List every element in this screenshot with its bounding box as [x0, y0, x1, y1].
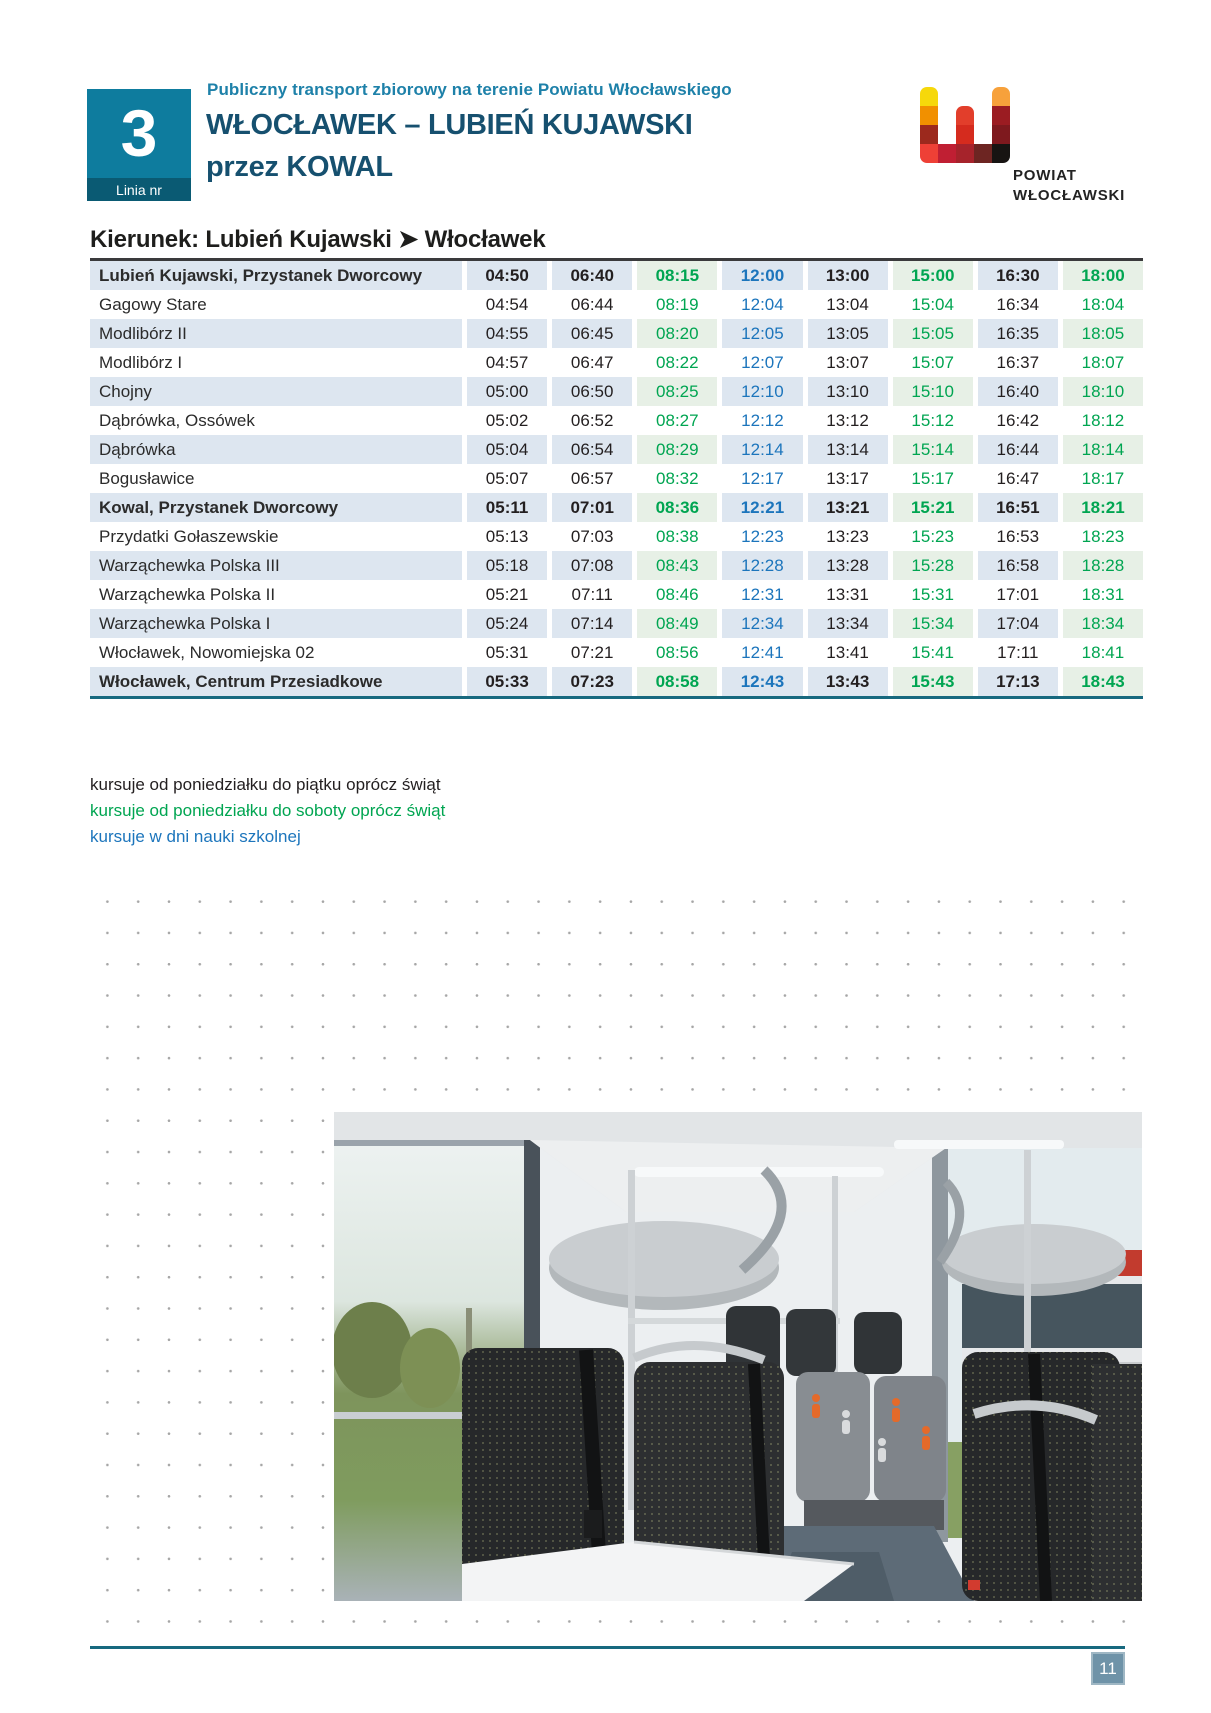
legend-item: kursuje od poniedziałku do soboty oprócz świąt [90, 801, 446, 820]
time-cell: 16:53 [996, 527, 1040, 546]
page-title-line2: przez KOWAL [206, 151, 393, 183]
time-cell: 18:41 [1081, 643, 1125, 662]
time-cell: 15:17 [911, 469, 954, 488]
time-cell: 08:58 [637, 667, 717, 696]
time-cell: 17:04 [978, 609, 1058, 638]
time-cell: 08:36 [637, 493, 717, 522]
direction-heading: Kierunek: Lubień Kujawski ➤ Włocławek [90, 226, 546, 253]
page-title [206, 104, 693, 188]
time-cell: 17:13 [978, 667, 1058, 696]
logo-text-line2: WŁOCŁAWSKI [1013, 187, 1126, 204]
stop-cell: Modlibórz I [99, 353, 183, 372]
time-cell: 17:01 [996, 585, 1040, 604]
time-cell: 08:20 [637, 319, 717, 348]
time-cell: 15:21 [893, 493, 973, 522]
time-cell: 07:11 [571, 585, 613, 604]
time-cell: 04:50 [467, 261, 547, 290]
logo-cell [956, 144, 974, 163]
time-cell: 06:50 [552, 377, 632, 406]
line-number: 3 [120, 95, 158, 170]
time-cell: 05:33 [467, 667, 547, 696]
time-cell: 18:28 [1063, 551, 1143, 580]
time-cell: 18:12 [1081, 411, 1125, 430]
powiat-logo-icon [920, 87, 1010, 163]
time-cell: 12:28 [722, 551, 802, 580]
time-cell: 13:28 [808, 551, 888, 580]
bus-interior-photo [334, 1112, 1142, 1601]
powiat-logo-text [1013, 166, 1125, 206]
line-number-label: Linia nr [87, 178, 191, 201]
time-cell: 18:31 [1081, 585, 1125, 604]
stop-cell: Włocławek, Centrum Przesiadkowe [90, 667, 462, 696]
stop-cell: Warząchewka Polska III [90, 551, 462, 580]
legend-item: kursuje od poniedziałku do piątku oprócz świąt [90, 775, 441, 794]
logo-cell [992, 106, 1010, 125]
stop-cell: Warząchewka Polska II [99, 585, 276, 604]
time-cell: 06:44 [570, 295, 614, 314]
time-cell: 05:07 [485, 469, 529, 488]
time-cell: 18:21 [1063, 493, 1143, 522]
footer-rule [90, 1646, 1125, 1649]
page-subtitle: Publiczny transport zbiorowy na terenie Powiatu Włocławskiego [207, 80, 732, 99]
time-cell: 18:43 [1063, 667, 1143, 696]
stop-cell: Włocławek, Nowomiejska 02 [99, 643, 315, 662]
logo-cell [956, 125, 974, 144]
time-cell: 13:41 [826, 643, 869, 662]
time-cell: 06:57 [570, 469, 614, 488]
time-cell: 18:00 [1063, 261, 1143, 290]
time-cell: 16:47 [996, 469, 1040, 488]
time-cell: 18:34 [1063, 609, 1143, 638]
time-cell: 13:23 [826, 527, 869, 546]
time-cell: 16:35 [978, 319, 1058, 348]
time-cell: 05:18 [467, 551, 547, 580]
legend-item: kursuje w dni nauki szkolnej [90, 827, 301, 846]
time-cell: 15:43 [893, 667, 973, 696]
time-cell: 08:56 [656, 643, 699, 662]
time-cell: 07:14 [552, 609, 632, 638]
stop-cell: Dąbrówka, Ossówek [99, 411, 255, 430]
time-cell: 07:08 [552, 551, 632, 580]
time-cell: 06:52 [570, 411, 614, 430]
stop-cell: Kowal, Przystanek Dworcowy [90, 493, 462, 522]
time-cell: 07:03 [570, 527, 614, 546]
time-cell: 15:07 [911, 353, 954, 372]
time-cell: 15:23 [911, 527, 954, 546]
time-cell: 12:41 [741, 643, 784, 662]
time-cell: 15:41 [911, 643, 954, 662]
time-cell: 18:14 [1063, 435, 1143, 464]
time-cell: 05:11 [467, 493, 547, 522]
time-cell: 16:34 [996, 295, 1040, 314]
time-cell: 12:23 [741, 527, 784, 546]
time-cell: 16:30 [978, 261, 1058, 290]
time-cell: 13:43 [808, 667, 888, 696]
stop-cell: Bogusławice [99, 469, 195, 488]
time-cell: 18:05 [1063, 319, 1143, 348]
time-cell: 06:54 [552, 435, 632, 464]
logo-cell [920, 144, 938, 163]
logo-cell [920, 87, 938, 106]
stop-cell: Chojny [90, 377, 462, 406]
stop-cell: Przydatki Gołaszewskie [99, 527, 279, 546]
time-cell: 12:34 [722, 609, 802, 638]
time-cell: 16:58 [978, 551, 1058, 580]
time-cell: 07:21 [570, 643, 614, 662]
time-cell: 12:17 [741, 469, 784, 488]
time-cell: 08:32 [656, 469, 699, 488]
time-cell: 13:17 [826, 469, 869, 488]
time-cell: 15:12 [911, 411, 954, 430]
time-cell: 13:04 [826, 295, 869, 314]
time-cell: 18:10 [1063, 377, 1143, 406]
stop-cell: Dąbrówka [90, 435, 462, 464]
time-cell: 12:43 [722, 667, 802, 696]
time-cell: 08:15 [637, 261, 717, 290]
time-cell: 15:34 [893, 609, 973, 638]
time-cell: 06:45 [552, 319, 632, 348]
time-cell: 12:00 [722, 261, 802, 290]
time-cell: 08:46 [656, 585, 699, 604]
time-cell: 15:10 [893, 377, 973, 406]
time-cell: 16:40 [978, 377, 1058, 406]
time-cell: 13:21 [808, 493, 888, 522]
time-cell: 18:23 [1081, 527, 1125, 546]
time-cell: 16:42 [996, 411, 1040, 430]
page-title-line1: WŁOCŁAWEK – LUBIEŃ KUJAWSKI [206, 109, 693, 141]
time-cell: 05:31 [485, 643, 529, 662]
time-cell: 12:21 [722, 493, 802, 522]
time-cell: 13:07 [826, 353, 869, 372]
time-cell: 12:07 [741, 353, 784, 372]
time-cell: 05:04 [467, 435, 547, 464]
logo-cell [920, 106, 938, 125]
time-cell: 12:10 [722, 377, 802, 406]
time-cell: 08:27 [656, 411, 699, 430]
time-cell: 04:54 [485, 295, 529, 314]
logo-cell [938, 144, 956, 163]
time-cell: 12:14 [722, 435, 802, 464]
time-cell: 13:12 [826, 411, 869, 430]
time-cell: 13:34 [808, 609, 888, 638]
time-cell: 05:21 [485, 585, 529, 604]
time-cell: 18:07 [1081, 353, 1125, 372]
time-cell: 16:37 [996, 353, 1040, 372]
time-cell: 13:05 [808, 319, 888, 348]
time-cell: 08:22 [656, 353, 699, 372]
time-cell: 12:05 [722, 319, 802, 348]
time-cell: 18:17 [1081, 469, 1125, 488]
logo-cell [974, 144, 992, 163]
time-cell: 08:19 [656, 295, 699, 314]
time-cell: 04:55 [467, 319, 547, 348]
time-cell: 13:00 [808, 261, 888, 290]
time-cell: 06:40 [552, 261, 632, 290]
stop-cell: Modlibórz II [90, 319, 462, 348]
time-cell: 08:43 [637, 551, 717, 580]
time-cell: 13:31 [826, 585, 869, 604]
time-cell: 13:10 [808, 377, 888, 406]
time-cell: 12:12 [741, 411, 784, 430]
time-cell: 05:13 [485, 527, 529, 546]
time-cell: 15:05 [893, 319, 973, 348]
time-cell: 15:00 [893, 261, 973, 290]
time-cell: 08:38 [656, 527, 699, 546]
legend [90, 772, 445, 850]
time-cell: 16:51 [978, 493, 1058, 522]
time-cell: 16:44 [978, 435, 1058, 464]
logo-cell [920, 125, 938, 144]
logo-cell [992, 144, 1010, 163]
line-number-box [87, 89, 191, 201]
time-cell: 13:14 [808, 435, 888, 464]
bus-interior-illustration [334, 1112, 1142, 1601]
logo-cell [992, 125, 1010, 144]
time-cell: 08:29 [637, 435, 717, 464]
logo-cell [956, 106, 974, 125]
timetable [90, 258, 1143, 699]
stop-cell: Lubień Kujawski, Przystanek Dworcowy [90, 261, 462, 290]
time-cell: 15:14 [893, 435, 973, 464]
time-cell: 12:04 [741, 295, 784, 314]
time-cell: 15:28 [893, 551, 973, 580]
time-cell: 17:11 [997, 643, 1039, 662]
timetable-grid [90, 261, 1143, 696]
time-cell: 06:47 [570, 353, 614, 372]
time-cell: 05:02 [485, 411, 529, 430]
time-cell: 15:31 [911, 585, 954, 604]
logo-cell [992, 87, 1010, 106]
time-cell: 05:00 [467, 377, 547, 406]
time-cell: 05:24 [467, 609, 547, 638]
time-cell: 12:31 [741, 585, 784, 604]
time-cell: 04:57 [485, 353, 529, 372]
time-cell: 18:04 [1081, 295, 1125, 314]
stop-cell: Warząchewka Polska I [90, 609, 462, 638]
time-cell: 07:01 [552, 493, 632, 522]
time-cell: 08:25 [637, 377, 717, 406]
time-cell: 15:04 [911, 295, 954, 314]
page-number-badge: 11 [1091, 1652, 1125, 1685]
stop-cell: Gagowy Stare [99, 295, 207, 314]
logo-text-line1: POWIAT [1013, 167, 1077, 184]
time-cell: 08:49 [637, 609, 717, 638]
time-cell: 07:23 [552, 667, 632, 696]
